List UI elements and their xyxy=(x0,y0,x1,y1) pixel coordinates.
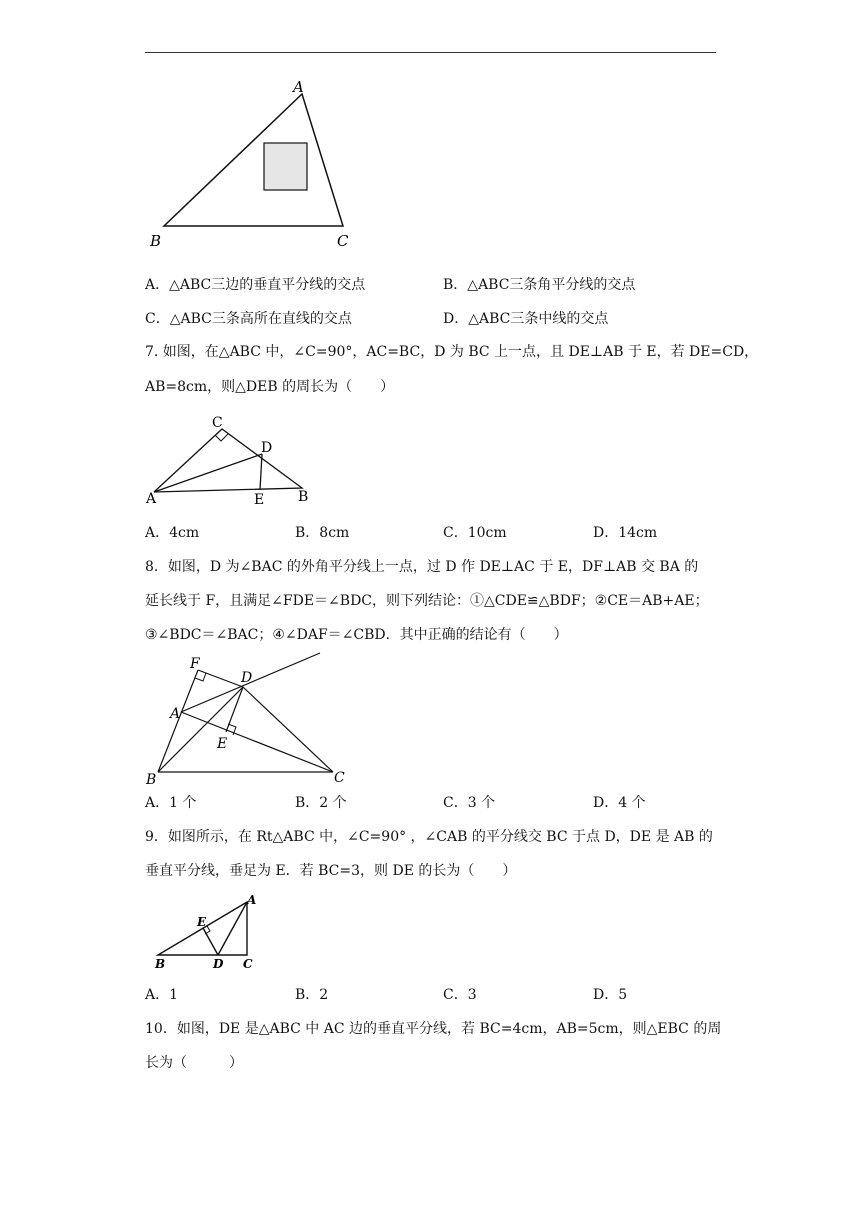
q9-option-c xyxy=(443,985,477,1005)
q8-option-b xyxy=(295,793,347,813)
q9-option-d xyxy=(593,985,627,1005)
q6-label-a: A xyxy=(293,78,304,96)
q9-segment-de xyxy=(203,928,218,955)
q9-option-b xyxy=(295,985,328,1005)
q9-label-b: B xyxy=(155,957,166,971)
q7-segment-ad xyxy=(154,454,262,492)
option-text: 4cm xyxy=(169,525,200,541)
q9-label-a: A xyxy=(247,893,257,907)
q8-geometry-figure xyxy=(140,648,345,788)
q7-option-b xyxy=(295,523,349,543)
q7-option-d xyxy=(593,523,657,543)
q8-label-f: F xyxy=(190,656,200,672)
option-text: 8cm xyxy=(319,525,350,541)
option-text: △ABC三条角平分线的交点 xyxy=(467,277,636,293)
option-letter: B． xyxy=(443,277,468,293)
q7-right-angle-mark xyxy=(215,434,228,441)
q7-segment-de xyxy=(260,454,262,490)
q10-text-line-2: 长为（ ） xyxy=(145,1055,243,1071)
q9-right-triangle-figure xyxy=(145,890,270,972)
option-letter: C． xyxy=(443,525,468,541)
q8-option-a xyxy=(145,793,196,813)
option-letter: C． xyxy=(443,795,468,811)
q7-triangle-figure xyxy=(140,408,320,508)
q9-text-line-2: 垂直平分线，垂足为 E．若 BC=3，则 DE 的长为（ ） xyxy=(145,863,517,879)
q9-text-line-1: 9．如图所示，在 Rt△ABC 中，∠C=90° ，∠CAB 的平分线交 BC 于点 D，DE 是 AB 的 xyxy=(145,829,713,845)
option-letter: A． xyxy=(145,277,170,293)
q9-label-e: E xyxy=(197,915,207,929)
option-letter: A． xyxy=(145,987,170,1003)
option-text: 2 xyxy=(319,987,329,1003)
q7-label-d: D xyxy=(261,440,273,456)
option-text: 4 个 xyxy=(618,795,646,811)
q8-label-a: A xyxy=(170,706,181,722)
q9-label-c: C xyxy=(243,957,253,971)
option-text: 1 xyxy=(169,987,179,1003)
q7-label-c: C xyxy=(212,415,223,431)
option-text: 2 个 xyxy=(319,795,347,811)
q6-square xyxy=(264,143,307,190)
option-letter: D． xyxy=(593,795,619,811)
q6-triangle-figure xyxy=(140,72,370,252)
option-letter: C． xyxy=(443,987,468,1003)
q7-label-e: E xyxy=(254,492,265,508)
option-letter: A． xyxy=(145,795,170,811)
option-text: 5 xyxy=(618,987,628,1003)
q6-option-d xyxy=(443,309,608,329)
q7-text-line-1: 7. 如图，在△ABC 中，∠C=90°，AC=BC，D 为 BC 上一点，且 DE⊥AB 于 E，若 DE=CD， xyxy=(145,344,759,360)
q8-segment-ac xyxy=(181,712,333,772)
q9-label-d: D xyxy=(213,957,224,971)
q8-segment-dc xyxy=(243,687,333,772)
option-letter: A． xyxy=(145,525,170,541)
option-text: 14cm xyxy=(618,525,658,541)
option-letter: B． xyxy=(295,795,320,811)
q8-label-d: D xyxy=(241,670,253,686)
q7-label-a: A xyxy=(146,491,157,507)
q9-option-a xyxy=(145,985,178,1005)
q8-text-line-3: ③∠BDC＝∠BAC；④∠DAF＝∠CBD．其中正确的结论有（ ） xyxy=(145,627,568,643)
q8-text-line-1: 8．如图，D 为∠BAC 的外角平分线上一点，过 D 作 DE⊥AC 于 E，DF⊥AB 交 BA 的 xyxy=(145,559,699,575)
q8-label-c: C xyxy=(334,770,345,786)
option-letter: D． xyxy=(443,311,469,327)
option-letter: D． xyxy=(593,525,619,541)
option-letter: D． xyxy=(593,987,619,1003)
option-text: 1 个 xyxy=(169,795,197,811)
q8-option-d xyxy=(593,793,646,813)
option-letter: B． xyxy=(295,525,320,541)
q7-label-b: B xyxy=(298,489,309,505)
q8-segment-fd xyxy=(198,670,243,687)
option-text: 3 个 xyxy=(467,795,496,811)
option-text: 10cm xyxy=(467,525,507,541)
q6-label-c: C xyxy=(337,232,349,250)
q8-option-c xyxy=(443,793,495,813)
q6-option-b xyxy=(443,275,635,295)
q7-text-line-2: AB=8cm，则△DEB 的周长为（ ） xyxy=(145,379,395,395)
option-text: △ABC三边的垂直平分线的交点 xyxy=(169,277,366,293)
q6-triangle xyxy=(164,94,343,226)
q6-label-b: B xyxy=(150,232,162,250)
option-text: △ABC三条高所在直线的交点 xyxy=(169,311,352,327)
q10-text-line-1: 10．如图，DE 是△ABC 中 AC 边的垂直平分线，若 BC=4cm，AB=5cm，则△EBC 的周 xyxy=(145,1021,722,1037)
option-text: 3 xyxy=(467,987,477,1003)
q8-segment-de xyxy=(226,687,243,732)
option-text: △ABC三条中线的交点 xyxy=(468,311,609,327)
q7-option-c xyxy=(443,523,507,543)
q7-option-a xyxy=(145,523,199,543)
q7-triangle xyxy=(154,429,302,492)
header-rule xyxy=(145,52,716,53)
option-letter: B． xyxy=(295,987,320,1003)
q8-label-b: B xyxy=(146,772,157,788)
q8-text-line-2: 延长线于 F，且满足∠FDE＝∠BDC，则下列结论：①△CDE≌△BDF；②CE＝AB+AE； xyxy=(145,593,709,609)
q6-option-a xyxy=(145,275,365,295)
option-letter: C． xyxy=(145,311,170,327)
q6-option-c xyxy=(145,309,352,329)
q8-label-e: E xyxy=(217,736,228,752)
q8-segment-bd xyxy=(158,687,243,772)
